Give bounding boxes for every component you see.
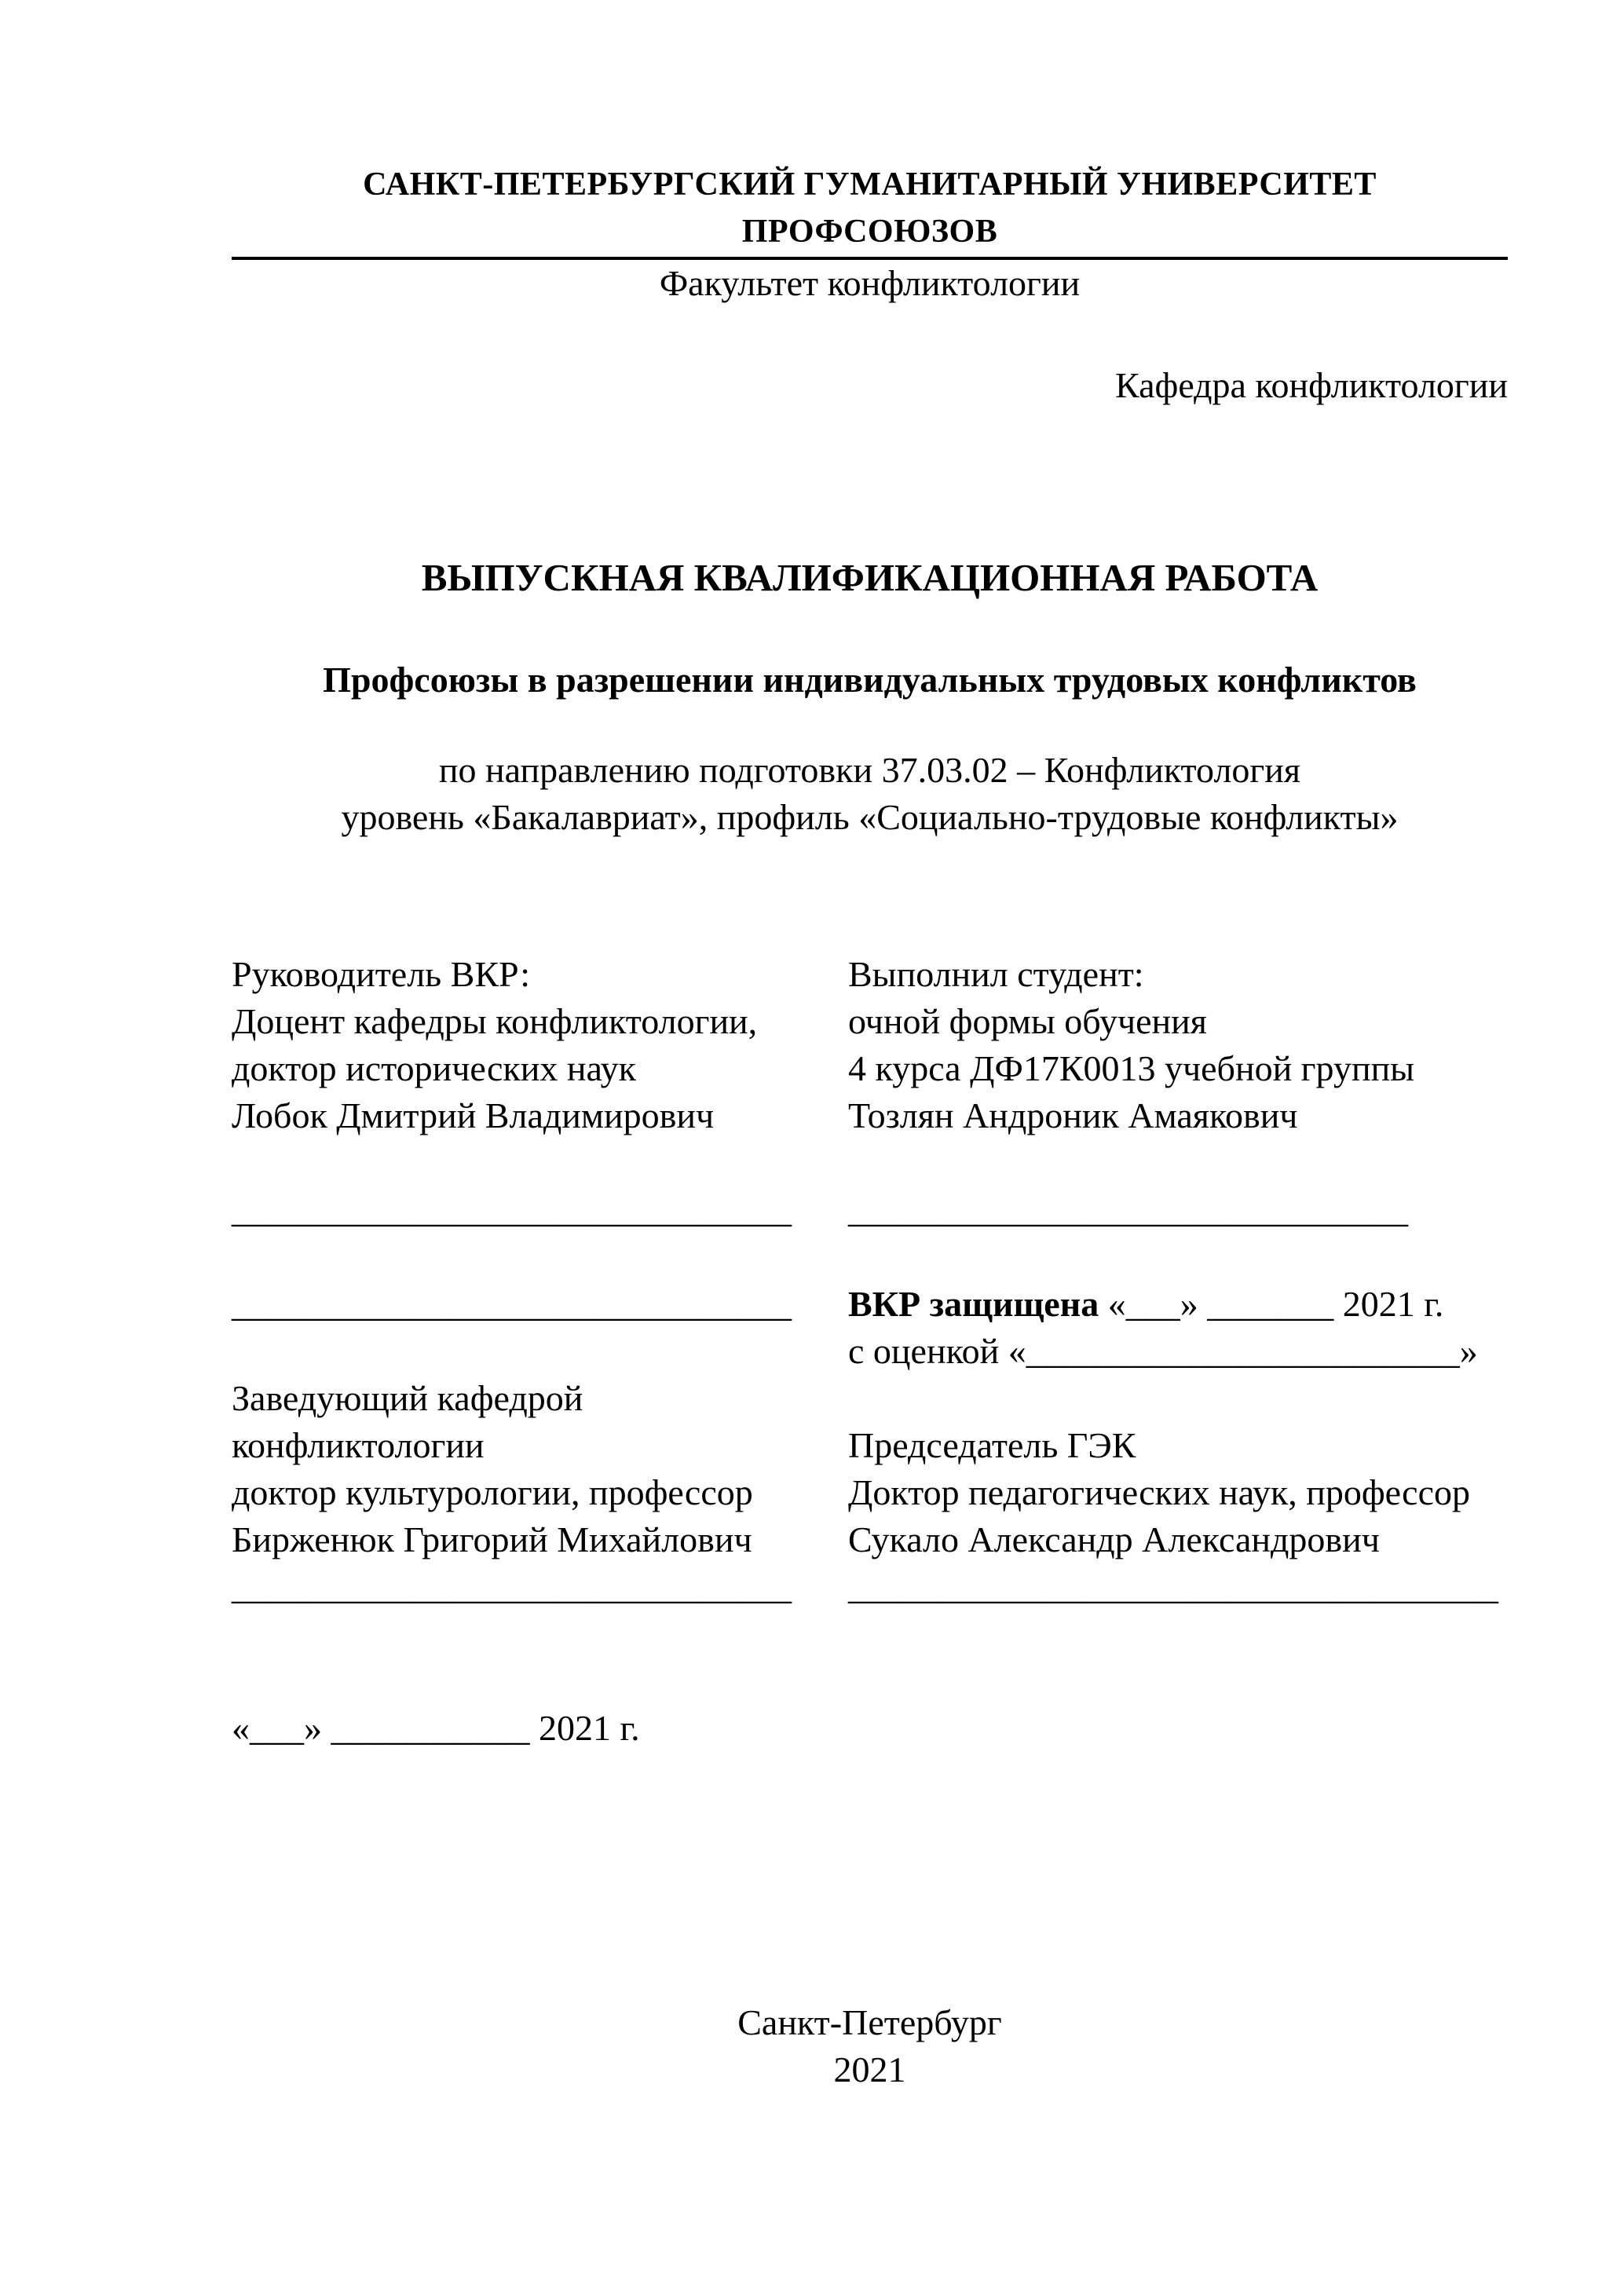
spacer — [232, 1328, 848, 1375]
head-label-1: Заведующий кафедрой — [232, 1378, 583, 1418]
second-signature-line: _______________________________ — [232, 1284, 792, 1324]
program-level: уровень «Бакалавриат», профиль «Социально-трудовые конфликты» — [341, 797, 1399, 837]
footer-city: Санкт-Петербург — [737, 2002, 1002, 2042]
student-form: очной формы обучения — [848, 1001, 1207, 1041]
footer-year: 2021 — [833, 2049, 906, 2089]
university-name: САНКТ-ПЕТЕРБУРГСКИЙ ГУМАНИТАРНЫЙ УНИВЕРСИТЕТ ПРОФСОЮЗОВ — [232, 161, 1508, 260]
program-block — [232, 747, 1508, 841]
spacer — [848, 1234, 1508, 1281]
supervisor-position-1: Доцент кафедры конфликтологии, — [232, 1001, 758, 1041]
department-name: Кафедра конфликтологии — [1115, 365, 1508, 405]
work-type-title: ВЫПУСКНАЯ КВАЛИФИКАЦИОННАЯ РАБОТА — [421, 556, 1319, 599]
head-position: доктор культурологии, профессор — [232, 1472, 753, 1512]
supervisor-name: Лобок Дмитрий Владимирович — [232, 1095, 715, 1135]
signature-columns — [232, 951, 1508, 1752]
spacer — [232, 1234, 848, 1281]
date-line: «___» ___________ 2021 г. — [232, 1708, 640, 1748]
chairman-position: Доктор педагогических наук, профессор — [848, 1472, 1471, 1512]
defended-line — [848, 1281, 1508, 1328]
student-group: 4 курса ДФ17К0013 учебной группы — [848, 1048, 1415, 1088]
supervisor-signature-line: _______________________________ — [232, 1190, 792, 1230]
spacer — [848, 1139, 1508, 1186]
defended-date-blanks: «___» _______ 2021 г. — [1099, 1284, 1444, 1324]
chairman-signature-line: ____________________________________ — [848, 1567, 1498, 1607]
defended-label: ВКР защищена — [848, 1284, 1099, 1324]
spacer — [232, 1139, 848, 1186]
left-column — [232, 951, 848, 1752]
student-label: Выполнил студент: — [848, 954, 1144, 994]
chairman-name: Сукало Александр Александрович — [848, 1519, 1380, 1559]
head-label-2: конфликтологии — [232, 1425, 485, 1465]
spacer — [232, 1610, 848, 1658]
supervisor-label: Руководитель ВКР: — [232, 954, 531, 994]
spacer — [848, 1375, 1508, 1422]
faculty-name: Факультет конфликтологии — [659, 263, 1081, 303]
right-column — [848, 951, 1508, 1752]
chairman-label: Председатель ГЭК — [848, 1425, 1136, 1465]
program-direction: по направлению подготовки 37.03.02 – Конфликтология — [438, 750, 1301, 790]
spacer — [232, 1658, 848, 1705]
student-signature-line: _______________________________ — [848, 1190, 1408, 1230]
head-name: Бирженюк Григорий Михайлович — [232, 1519, 752, 1559]
footer — [232, 1999, 1508, 2093]
thesis-title: Профсоюзы в разрешении индивидуальных трудовых конфликтов — [323, 660, 1417, 700]
head-signature-line: _______________________________ — [232, 1567, 792, 1607]
grade-line: с оценкой «________________________» — [848, 1331, 1478, 1371]
student-name: Тозлян Андроник Амаякович — [848, 1095, 1298, 1135]
supervisor-position-2: доктор исторических наук — [232, 1048, 636, 1088]
